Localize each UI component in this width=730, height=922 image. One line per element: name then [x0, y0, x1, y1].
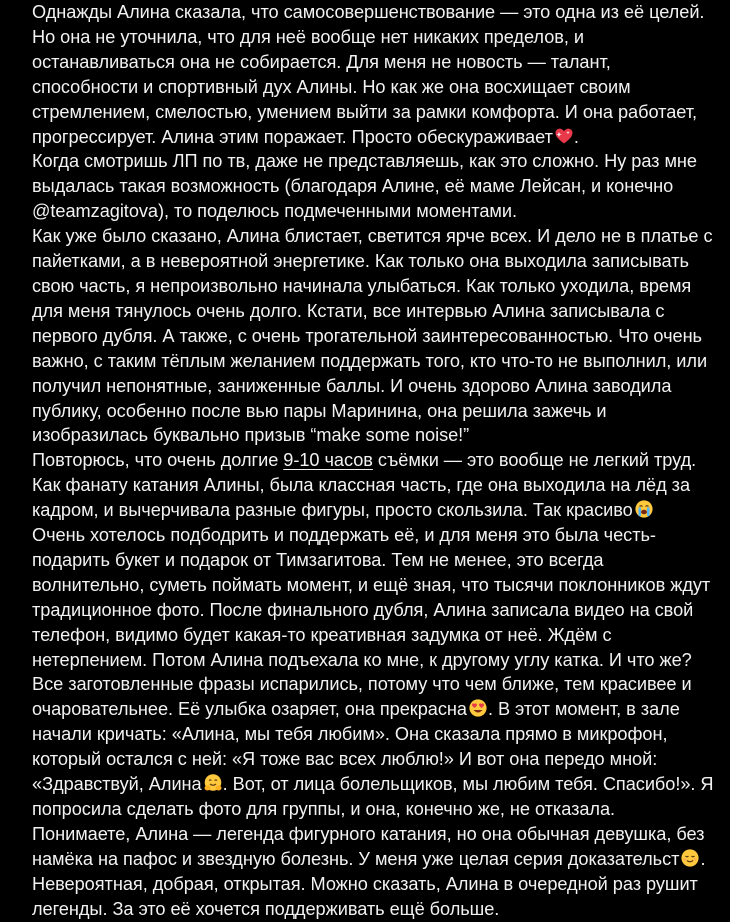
- loudly-crying-face-icon: [634, 499, 654, 519]
- heart-eyes-face-icon: [468, 698, 488, 718]
- sparkling-heart-icon: [554, 126, 574, 146]
- paragraph-encourage-cont: . В этот момент, в зале начали кричать: «Алина, мы тебя любим». Она сказала прямо в микрофон, который остался с ней: «Я тоже вас всех люблю!» И вот она передо мной: «Здравствуй, Алина: [32, 699, 680, 795]
- paragraph-legend-text: Понимаете, Алина — легенда фигурного катания, но она обычная девушка, без намёка на пафос и звездную болезнь. У меня уже целая серия доказательст: [32, 823, 705, 869]
- paragraph-shooting-text: съёмки — это вообще не легкий труд. Как фанату катания Алины, была классная часть, где она выходила на лёд за кадром, и вычерчивала разные фигуры, просто скользила. Так красиво: [32, 450, 697, 521]
- paragraph-intro-end: .: [573, 126, 579, 147]
- paragraph-legend: [32, 822, 722, 922]
- hugging-face-icon: [203, 773, 223, 793]
- relieved-face-icon: [680, 848, 700, 868]
- paragraph-tv: Когда смотришь ЛП по тв, даже не представляешь, как это сложно. Ну раз мне выдалась такая возможность (благодаря Алине, её маме Лейсан, и конечно @teamzagitova), то поделюсь подмеченными моментами.: [32, 151, 697, 222]
- paragraph-legend-end: . Невероятная, добрая, открытая. Можно сказать, Алина в очередной раз рушит легенды. За это её хочется поддерживать ещё больше.: [32, 848, 706, 919]
- paragraph-shooting: [32, 448, 722, 523]
- post-caption: [32, 0, 722, 922]
- paragraph-shine: Как уже было сказано, Алина блистает, светится ярче всех. И дело не в платье с пайетками, а в невероятной энергетике. Как только она выходила записывать свою часть, я непроизвольно начинала улыбаться. Как только уходила, время для меня тянулось очень долго. Кстати, все интервью Алина записывала с первого дубля. А также, с очень трогательной заинтересованностью. Что очень важно, с таким тёплым желанием поддержать того, кто что-то не выполнил, или получил непонятные, заниженные баллы. И очень здорово Алина заводила публику, особенно после вью пары Маринина, она решила зажечь и изобразилась буквально призыв “make some noise!”: [32, 226, 713, 446]
- hours-link[interactable]: 9-10 часов: [283, 450, 373, 471]
- paragraph-shooting-start: Повторюсь, что очень долгие: [32, 450, 284, 471]
- paragraph-intro-text: Однажды Алина сказала, что самосовершенствование — это одна из её целей. Но она не уточнила, что для неё вообще нет никаких пределов, и останавливаться она не собирается. Для меня не новость — талант, способности и спортивный дух Алины. Но как же она восхищает своим стремлением, смелостью, умением выйти за рамки комфорта. И она работает, прогрессирует. Алина этим поражает. Просто обескураживает: [32, 2, 705, 147]
- paragraph-intro: [32, 0, 722, 149]
- paragraph-encourage-end: . Вот, от лица болельщиков, мы любим тебя. Спасибо!». Я попросила сделать фото для группы, и она, конечно же, не отказала.: [32, 774, 714, 819]
- paragraph-encourage: [32, 523, 722, 822]
- paragraph-encourage-text: Очень хотелось подбодрить и поддержать её, и для меня это была честь- подарить букет и подарок от Тимзагитова. Тем не менее, это всегда волнительно, суметь поймать момент, и ещё зная, что тысячи поклонников ждут традиционное фото. После финального дубля, Алина записала видео на свой телефон, видимо будет какая-то креативная задумка от неё. Ждём с нетерпением. Потом Алина подъехала ко мне, к другому углу катка. И что же? Все заготовленные фразы испарились, потому что чем ближе, тем красивее и очаровательнее. Её улыбка озаряет, она прекрасна: [32, 525, 711, 720]
